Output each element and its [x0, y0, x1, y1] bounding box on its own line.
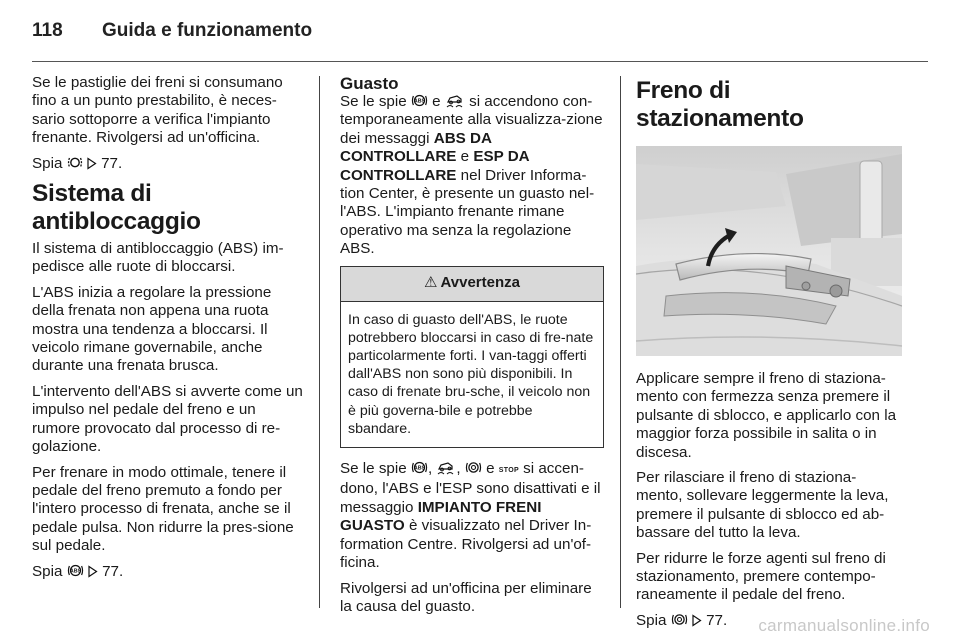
- brake-pad-paragraph: Se le pastiglie dei freni si consumano fino a un punto prestabilito, è neces-sario sottoporre a verifica l'impianto frenante. Rivolgersi ad un'officina.: [32, 74, 283, 147]
- page-number: 118: [32, 20, 63, 41]
- svg-text:ABS: ABS: [413, 98, 425, 105]
- column-1: [32, 74, 304, 588]
- abs-warning-icon: [67, 563, 84, 578]
- page-reference-arrow-icon: [692, 614, 702, 627]
- column-divider-2: [620, 76, 621, 608]
- message-esp-check: ESP DA CONTROLLARE: [340, 148, 530, 184]
- header-rule: [32, 61, 928, 62]
- brake-pad-reference: Spia 77.: [32, 154, 123, 172]
- page-header: [32, 20, 312, 42]
- esp-skid-car-icon: [436, 460, 456, 475]
- abs-reference: Spia ABS 77.: [32, 562, 124, 580]
- parking-brake-heading: Freno di stazionamento: [636, 77, 804, 132]
- column-divider-1: [319, 76, 320, 608]
- abs-paragraph-4: Per frenare in modo ottimale, tenere il pedale del freno premuto a fondo per l'intero processo di frenata, anche se il pedale pulsa. Non ridurre la pres-sione sul pedale.: [32, 463, 294, 555]
- abs-paragraph-2: L'ABS inizia a regolare la pressione della frenata non appena una ruota mostra una tendenza a bloccarsi. Il veicolo rimane governabile, anche durante una frenata brusca.: [32, 283, 272, 375]
- abs-warning-icon: [411, 460, 428, 475]
- warning-triangle-icon: ⚠: [424, 274, 438, 292]
- watermark: carmanualsonline.info: [758, 616, 930, 635]
- column-3: [636, 74, 902, 637]
- brake-pad-warning-icon: [67, 155, 83, 170]
- message-abs-check: ABS DA CONTROLLARE: [340, 129, 492, 166]
- esp-skid-car-icon: [445, 93, 465, 108]
- fault-heading: Guasto: [340, 74, 399, 93]
- parking-brake-reference: Spia 77.: [636, 611, 728, 629]
- warning-box: [340, 266, 604, 448]
- deactivation-paragraph: Se le spie ABS , , e STOP si accen-dono, l'ABS e l'ESP sono disattivati e il messaggio IMPIANTO FRENI GUASTO è visualizzato nel Driver In-formation Centre. Rivolgersi ad un'of-ficina.: [340, 460, 601, 572]
- column-2: [340, 74, 604, 623]
- parking-brake-paragraph-1: Applicare sempre il freno di staziona-mento con fermezza senza premere il pulsante di sblocco, e applicarlo con la maggior forza possibile in salita o in discesa.: [636, 370, 897, 461]
- section-title: Guida e funzionamento: [102, 20, 313, 41]
- workshop-paragraph: Rivolgersi ad un'officina per eliminare la causa del guasto.: [340, 579, 592, 615]
- stop-icon: STOP: [498, 467, 519, 475]
- brake-system-warning-icon: [671, 612, 688, 627]
- message-brake-fault: IMPIANTO FRENI GUASTO: [340, 498, 542, 535]
- warning-body: In caso di guasto dell'ABS, le ruote potrebbero bloccarsi in caso di fre-nate particolarmente forti. I van-taggi offerti dall'ABS non sono più disponibili. In caso di frenate bru-sche, il veicolo non è più governa-bile e potrebbe sbandare.: [348, 311, 594, 437]
- parking-brake-illustration: [636, 146, 902, 356]
- brake-system-warning-icon: [465, 460, 482, 475]
- parking-brake-paragraph-3: Per ridurre le forze agenti sul freno di stazionamento, premere contempo-raneamente il pedale del freno.: [636, 549, 886, 604]
- abs-warning-icon: [411, 93, 428, 108]
- svg-text:ABS: ABS: [413, 465, 425, 472]
- page-reference-arrow-icon: [87, 157, 97, 170]
- abs-paragraph-3: L'intervento dell'ABS si avverte come un impulso nel pedale del freno e un rumore provocato dal processo di re-golazione.: [32, 382, 303, 456]
- svg-text:ABS: ABS: [69, 568, 81, 575]
- page-reference-arrow-icon: [88, 565, 98, 578]
- abs-paragraph-1: Il sistema di antibloccaggio (ABS) im-pedisce alle ruote di bloccarsi.: [32, 240, 284, 276]
- parking-brake-paragraph-2: Per rilasciare il freno di staziona-mento, sollevare leggermente la leva, premere il pulsante di sblocco ed ab-bassare del tutto la leva.: [636, 469, 889, 542]
- fault-paragraph: Se le spie ABS e si accendono con-temporaneamente alla visualizza-zione dei messaggi ABS DA CONTROLLARE e ESP DA CONTROLLARE nel Driver Informa-tion Center, è presente un guasto nel-l'ABS. L'impianto frenante rimane operativo ma senza la regolazione ABS.: [340, 93, 603, 258]
- abs-section-heading: Sistema di antibloccaggio: [32, 180, 201, 236]
- warning-header: ⚠ Avvertenza: [341, 267, 603, 302]
